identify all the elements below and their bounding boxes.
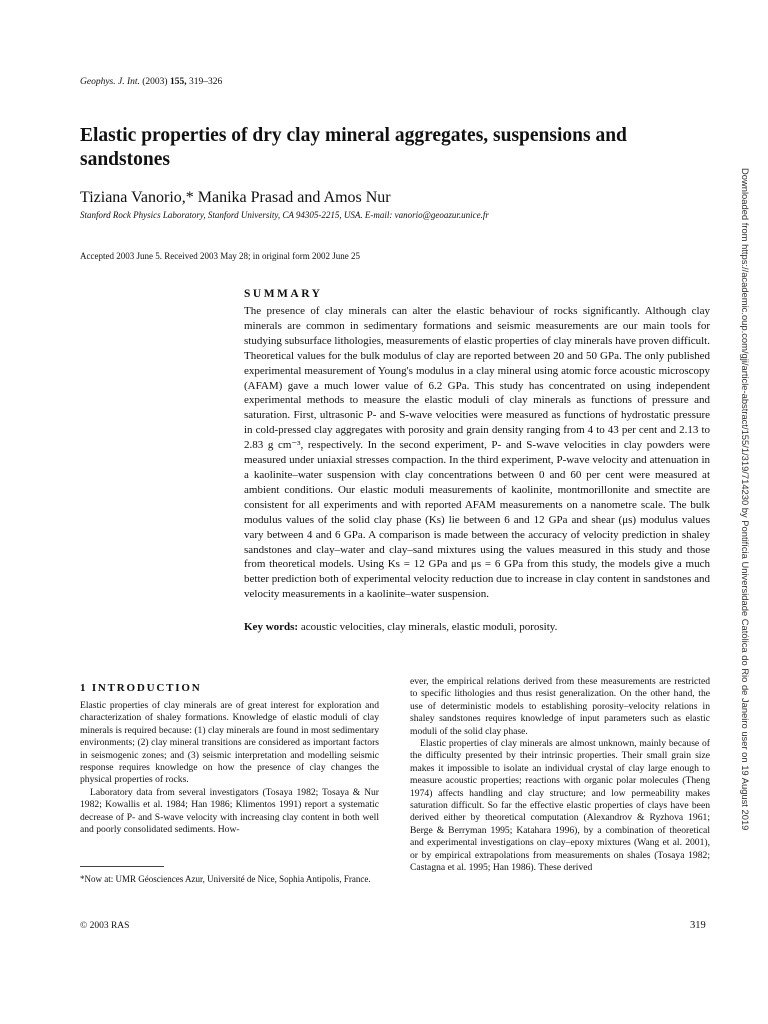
- affiliation: Stanford Rock Physics Laboratory, Stanford University, CA 94305-2215, USA. E-mail: vanorio@geoazur.unice.fr: [80, 210, 489, 220]
- download-notice: Downloaded from https://academic.oup.com/gji/article-abstract/155/1/319/714230 by Pontifícia Universidade Católica do Rio de Janeiro user on 19 August 2019: [740, 168, 751, 831]
- paragraph: ever, the empirical relations derived from these measurements are restricted to specific lithologies and thus resist generalization. On the other hand, the use of deterministic models to establishing porosity–velocity relations in shaley sandstones requires knowledge of input parameters such as elastic moduli of the solid clay phase.: [410, 676, 710, 737]
- right-column: [410, 676, 710, 875]
- keywords-list: acoustic velocities, clay minerals, elastic moduli, porosity.: [300, 621, 558, 633]
- submission-dates: Accepted 2003 June 5. Received 2003 May 28; in original form 2002 June 25: [80, 251, 360, 261]
- journal-name: Geophys. J. Int.: [80, 77, 140, 87]
- page-number: 319: [690, 920, 706, 931]
- journal-citation: [80, 77, 222, 87]
- paper-title: Elastic properties of dry clay mineral aggregates, suspensions and sandstones: [80, 125, 627, 170]
- paragraph: Elastic properties of clay minerals are almost unknown, mainly because of the difficulty presented by their intrinsic properties. Their small grain size makes it impossible to isolate an individual crystal of clay large enough to measure acoustic properties; reactions with organic polar molecules (Theng 1974) affects handling and clay structure; and low permeability makes saturation difficult. So far the effective elastic properties of clays have been derived either by theoretical computation (Alexandrov & Ryzhova 1961; Berge & Berryman 1995; Katahara 1996), by a combination of theoretical and experimental investigations on clay–epoxy mixtures (Wang et al. 2001), or by empirical extrapolations from measurements on shales (Tosaya 1982; Castagna et al. 1995; Han 1986). These derived: [410, 738, 710, 874]
- paragraph: Elastic properties of clay minerals are of great interest for exploration and characterization of shaley formations. Knowledge of elastic moduli of clay minerals is required because: (1) clay minerals are found in most sedimentary environments; (2) clay mineral transitions are considered as important factors in seismogenic zones; and (3) seismic interpretation and modelling seismic response requires knowledge on how the presence of clay changes the physical properties of rocks.: [80, 700, 379, 786]
- journal-volume: 155,: [169, 77, 187, 87]
- paragraph: Laboratory data from several investigators (Tosaya 1982; Tosaya & Nur 1982; Kowallis et al. 1984; Han 1986; Klimentos 1991) report a systematic decrease of P- and S-wave velocity with increasing clay content in both well and poorly consolidated sediments. How-: [80, 786, 379, 836]
- introduction-heading: 1 INTRODUCTION: [80, 682, 202, 694]
- keywords-label: Key words:: [244, 621, 299, 633]
- summary-text: The presence of clay minerals can alter the elastic behaviour of rocks significantly. Although clay minerals are common in sedimentary formations and seismic measurements are our main tools for studying subsurface lithologies, measurements of elastic properties of clay minerals have proven difficult. Theoretical values for the bulk modulus of clay are reported between 20 and 50 GPa. The only published experimental measurement of Young's modulus in a clay mineral using atomic force acoustic microscopy (AFAM) gave a much lower value of 6.2 GPa. This study has concentrated on using independent experimental methods to measure the elastic moduli of clay minerals as functions of pressure and saturation. First, ultrasonic P- and S-wave velocities were measured as functions of hydrostatic pressure in cold-pressed clay aggregates with porosity and grain density ranging from 4 to 43 per cent and 2.13 to 2.83 g cm⁻³, respectively. In the second experiment, P- and S-wave velocities in clay powders were measured under uniaxial stresses compaction. In the third experiment, P-wave velocity and attenuation in a kaolinite–water suspension with clay concentrations between 0 and 60 per cent were measured at ambient conditions. Our elastic moduli measurements of kaolinite, montmorillonite and smectite are consistent for all experiments and with reported AFAM measurements on a nanometre scale. The bulk modulus values of the solid clay phase (Ks) lie between 6 and 12 GPa and shear (μs) modulus values vary between 4 and 6 GPa. A comparison is made between the accuracy of velocity prediction in shaley sandstones and clay–water and clay–sand mixtures using the values measured in this study and those from theoretical models. Using Ks = 12 GPa and μs = 6 GPa from this study, the models give a much better prediction both of experimental velocity reduction due to increase in clay content in sandstones and velocity measurements in a kaolinite–water suspension.: [244, 305, 710, 601]
- footnote: *Now at: UMR Géosciences Azur, Université de Nice, Sophia Antipolis, France.: [80, 874, 371, 884]
- copyright: © 2003 RAS: [80, 921, 130, 931]
- author-list: Tiziana Vanorio,* Manika Prasad and Amos Nur: [80, 189, 391, 206]
- journal-year: (2003): [142, 77, 168, 87]
- left-column: [80, 700, 379, 836]
- footnote-rule: [80, 866, 164, 867]
- summary-heading: SUMMARY: [244, 288, 323, 300]
- journal-pages: 319–326: [188, 77, 223, 87]
- keywords: [244, 621, 710, 633]
